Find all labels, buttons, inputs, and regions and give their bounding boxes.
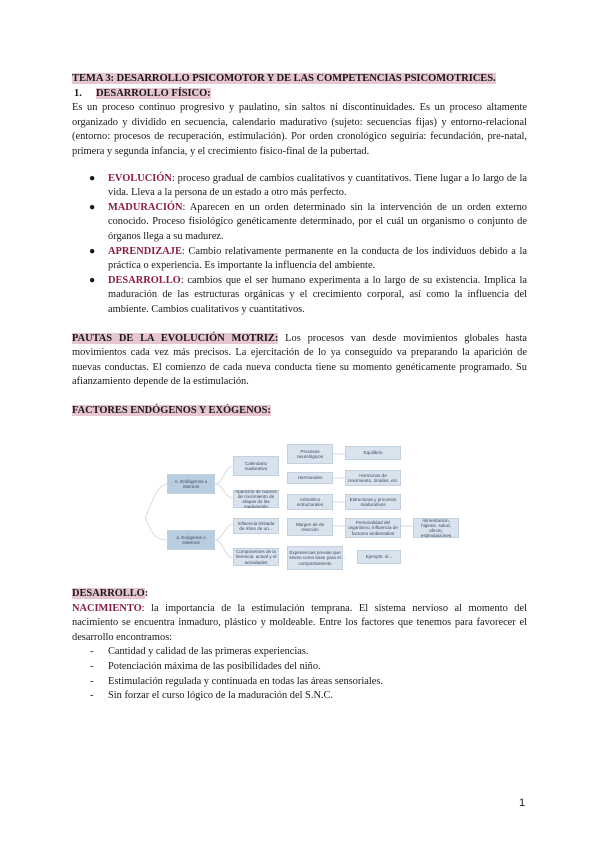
pautas-text: Los procesos van desde movimientos globales hasta movimientos cada vez más precisos. La ejercitación de lo ya conseguido va preparando la aparición de nuevas conductas. El comienzo de cada nueva conducta tiene su momento genéticamente programado. Su afianzamiento depende de la estimulación.: [72, 332, 528, 388]
factors-list: [72, 645, 527, 703]
diagram-node-experiencias: Experiencias previas que sirven como base para el comportamiento: [287, 546, 343, 570]
bullet-text: : Aparecen en un orden determinado sin la intervención de un orden externo conocido. Proceso fisiológico genéticamente determinado, por el cuál un organismo o conjunto de órganos llega a su madurez.: [108, 201, 527, 242]
list-item: - Estimulación regulada y continuada en todas las áreas sensoriales.: [90, 675, 383, 687]
list-item: - Cantidad y calidad de las primeras experiencias.: [90, 646, 309, 658]
concept-list: [72, 172, 527, 318]
desarrollo-heading: DESARROLLO:: [72, 588, 149, 599]
list-item: - Potenciación máxima de las posibilidades del niño.: [90, 660, 321, 672]
bullet-text: : proceso gradual de cambios cualitativos y cuantitativos. Tiene lugar a lo largo de la vida. Lleva a la persona de un estado a otro más perfecto.: [108, 172, 527, 199]
list-item-text: Estimulación regulada y continuada en todas las áreas sensoriales.: [108, 675, 383, 687]
bullet-term: APRENDIZAJE: [108, 245, 182, 257]
factores-heading: [72, 404, 527, 419]
diagram-node-alimentacion: Alimentación, higiene, salud, afecto, estimulaciones: [413, 518, 459, 538]
nacimiento-term: NACIMIENTO: [72, 602, 142, 614]
pautas-term: PAUTAS DE LA EVOLUCIÓN MOTRIZ:: [72, 332, 279, 344]
section-heading: [72, 87, 527, 102]
diagram-node-personalidad: Personalidad del organismo, influencia de factores ambientales: [345, 518, 401, 538]
diagram-node-margen: Margen de de reacción: [287, 518, 333, 536]
diagram-node-procesos: Procesos neurológicos: [287, 444, 333, 464]
title-text: TEMA 3: DESARROLLO PSICOMOTOR Y DE LAS COMPETENCIAS PSICOMOTRICES.: [72, 73, 496, 84]
factores-heading-text: FACTORES ENDÓGENOS Y EXÓGENOS:: [72, 404, 271, 416]
diagram-node-calendario: Calendario madurativo: [233, 456, 279, 476]
document-page: [72, 72, 527, 418]
diagram-node-estructuras: Estructuras y procesos madurativos: [345, 494, 401, 510]
diagram-node-hormonales: Hormonales: [287, 472, 333, 484]
diagram-node-endogenos: A. Endógenos o internos: [167, 474, 215, 494]
diagram-node-ejemplo: Ejemplo: el...: [357, 550, 401, 564]
bullet-term: MADURACIÓN: [108, 201, 183, 213]
list-item-text: Sin forzar el curso lógico de la maduración del S.N.C.: [108, 690, 334, 702]
document-title: [72, 72, 527, 87]
bullet-text: : cambios que el ser humano experimenta a lo largo de su existencia. Implica la maduración de las estructuras orgánicas y el crecimiento corporal, así como la influencia del ambiente. Cambios cualitativos y cuantitativos.: [108, 274, 527, 315]
list-item: ● EVOLUCIÓN: proceso gradual de cambios cualitativos y cuantitativos. Tiene lugar a lo largo de la vida. Lleva a la persona de un estado a otro más perfecto.: [89, 172, 527, 199]
list-item: ● MADURACIÓN: Aparecen en un orden determinado sin la intervención de un orden externo conocido. Proceso fisiológico genéticamente determinado, por el cuál un organismo o conjunto de órganos llega a su madurez.: [89, 201, 527, 242]
diagram-node-influencia: Influencia limitada de ritmo de un...: [233, 518, 279, 534]
list-item: - Sin forzar el curso lógico de la maduración del S.N.C.: [90, 690, 334, 702]
nacimiento-text: : la importancia de la estimulación temprana. El sistema nervioso al momento del nacimiento se encuentra inmaduro, plástico y moldeable. Entre los factores que tenemos para favorecer el desarrollo encontramos:: [72, 602, 527, 643]
diagram-node-componentes: Componentes de la herencia: actual y el actividades: [233, 548, 279, 566]
nacimiento-paragraph: [72, 602, 527, 646]
list-item-text: Potenciación máxima de las posibilidades del niño.: [108, 660, 321, 672]
intro-paragraph: Es un proceso continuo progresivo y paulatino, sin saltos ni discontinuidades. Es un proceso altamente organizado y dividido en secuencia, calendario madurativo (sujeto: secuencias fijas) y entorno-relacional (entorno: procesos de recuperación, estimulación). Por orden cronológico seguiría: fecundación, pre-natal, primera y segunda infancia, y el crecimiento físico-final de la pubertad.: [72, 102, 527, 157]
desarrollo-section: [72, 587, 527, 704]
diagram-node-aparicion: Aparición de nuevos de crecimiento de etapas de las maduración: [233, 490, 279, 508]
section-heading-text: DESARROLLO FÍSICO:: [96, 87, 211, 99]
diagram-node-exogenos: a. Exógenos o externos: [167, 530, 215, 550]
factors-diagram: [145, 440, 460, 580]
list-item: ● DESARROLLO: cambios que el ser humano experimenta a lo largo de su existencia. Implica la maduración de las estructuras orgánicas y el crecimiento corporal, así como la influencia del ambiente. Cambios cualitativos y cuantitativos.: [89, 274, 527, 315]
diagram-node-equilibrio: Equilibrio: [345, 446, 401, 460]
bullet-term: EVOLUCIÓN: [108, 172, 172, 184]
bullet-text: : Cambio relativamente permanente en la conducta de los individuos debido a la práctica o experiencia. Es importante la influencia del ambiente.: [108, 245, 527, 272]
desarrollo-heading-text: DESARROLLO: [72, 588, 145, 599]
list-item: ● APRENDIZAJE: Cambio relativamente permanente en la conducta de los individuos debido a la práctica o experiencia. Es importante la influencia del ambiente.: [89, 245, 527, 272]
section-number: 1.: [74, 87, 82, 99]
list-item-text: Cantidad y calidad de las primeras experiencias.: [108, 646, 309, 658]
pautas-paragraph: [72, 332, 527, 390]
bullet-term: DESARROLLO: [108, 274, 181, 286]
diagram-node-aritmetico: Aritmético estructurales: [287, 494, 333, 510]
page-number: 1: [519, 797, 526, 809]
diagram-node-hormonas: Hormonas de crecimiento, tiroides, etc.: [345, 470, 401, 486]
